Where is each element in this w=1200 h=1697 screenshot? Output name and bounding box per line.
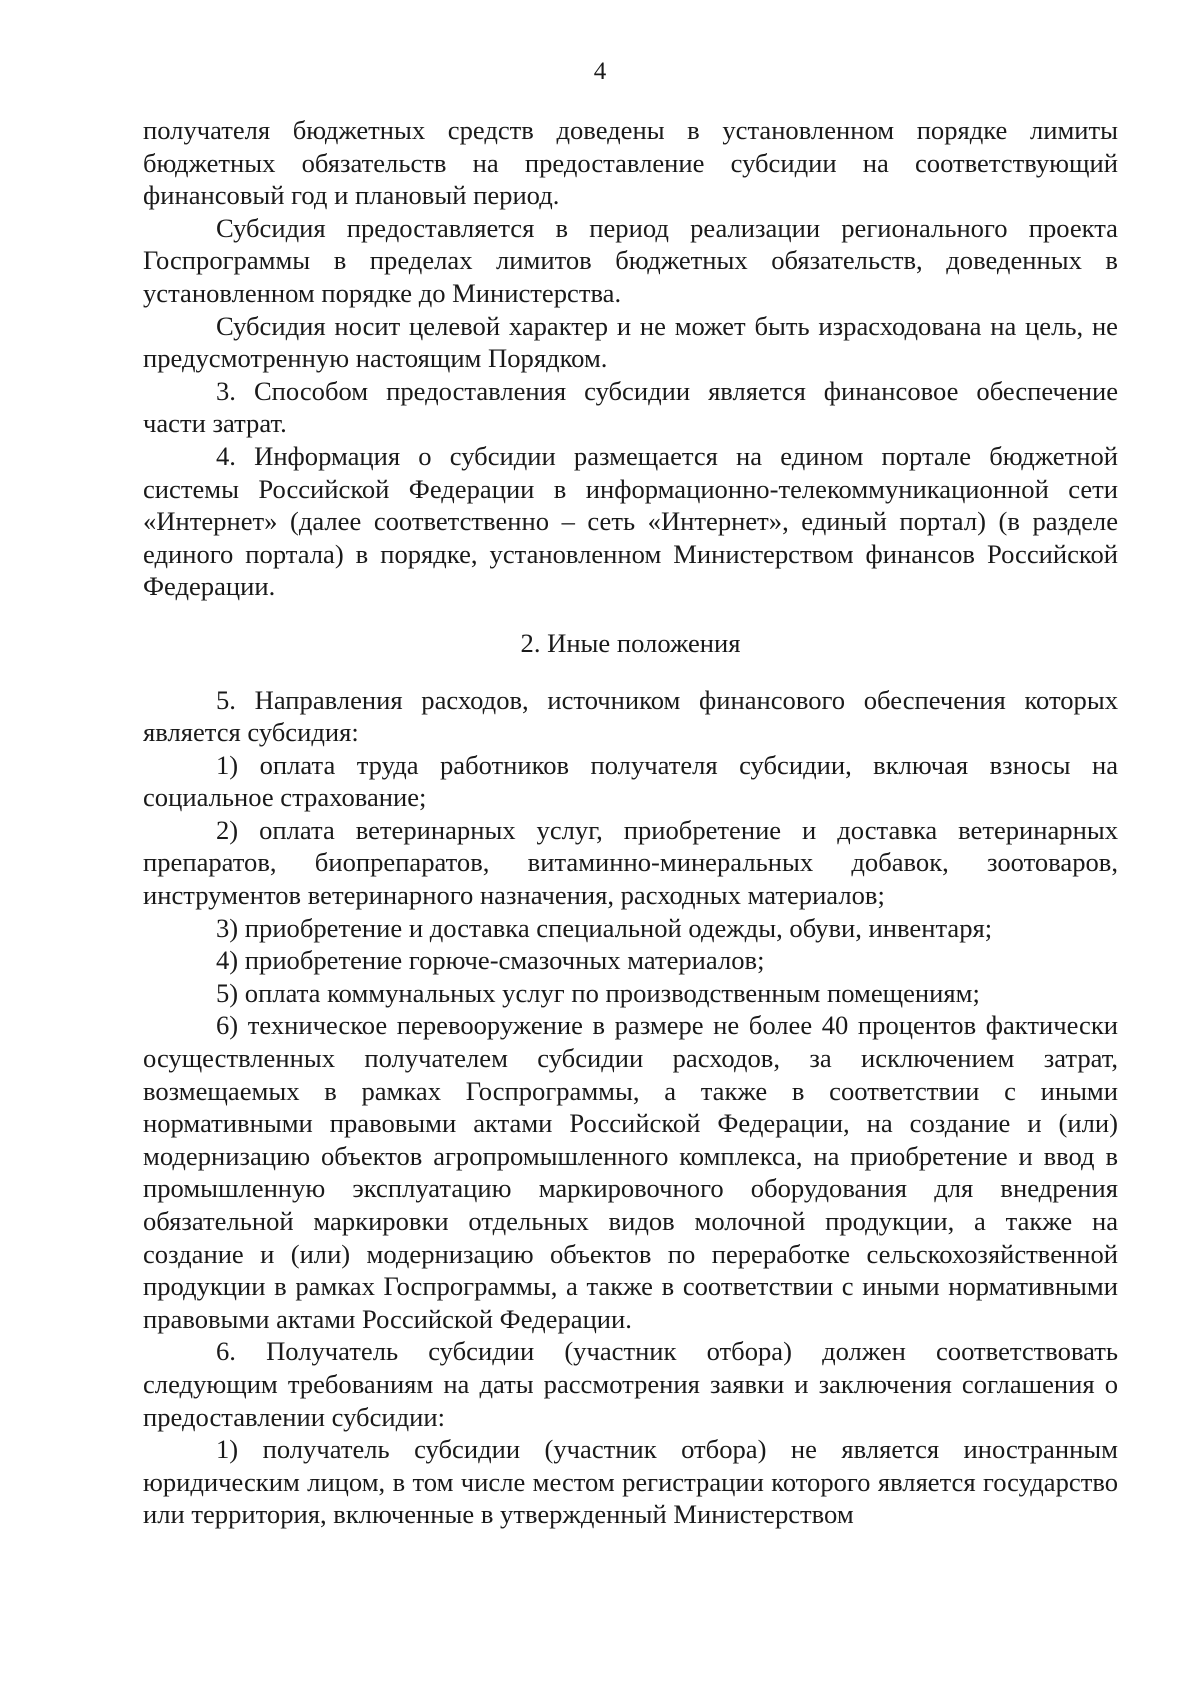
paragraph-item-3: 3. Способом предоставления субсидии является финансовое обеспечение части затрат. xyxy=(143,375,1118,439)
paragraph-limits-continuation: получателя бюджетных средств доведены в установленном порядке лимиты бюджетных обязательств на предоставление субсидии на соответствующий финансовый год и плановый период. xyxy=(143,115,1118,211)
page-number: 4 xyxy=(593,58,607,85)
paragraph-item-6: 6. Получатель субсидии (участник отбора) должен соответствовать следующим требованиям на даты рассмотрения заявки и заключения соглашения о предоставлении субсидии: xyxy=(143,1336,1118,1432)
list-item-5-5: 5) оплата коммунальных услуг по производственным помещениям; xyxy=(216,977,980,1008)
list-item-5-1: 1) оплата труда работников получателя субсидии, включая взносы на социальное страхование; xyxy=(143,749,1118,813)
list-item-5-6: 6) техническое перевооружение в размере не более 40 процентов фактически осуществленных получателем субсидии расходов, за исключением затрат, возмещаемых в рамках Госпрограммы, а также в соответствии с иными нормативными правовыми актами Российской Федерации, на создание и (или) модернизацию объектов агропромышленного комплекса, на приобретение и ввод в промышленную эксплуатацию маркировочного оборудования для внедрения обязательной маркировки отдельных видов молочной продукции, а также на создание и (или) модернизацию объектов по переработке сельскохозяйственной продукции в рамках Госпрограммы, а также в соответствии с иными нормативными правовыми актами Российской Федерации. xyxy=(143,1010,1118,1334)
paragraph-item-4: 4. Информация о субсидии размещается на едином портале бюджетной системы Российской Федерации в информационно-телекоммуникационной сети «Интернет» (далее соответственно – сеть «Интернет», единый портал) (в разделе единого портала) в порядке, установленном Министерством финансов Российской Федерации. xyxy=(143,440,1118,602)
paragraph-subsidy-purpose: Субсидия носит целевой характер и не может быть израсходована на цель, не предусмотренную настоящим Порядком. xyxy=(143,310,1118,374)
section-heading: 2. Иные положения xyxy=(520,627,741,658)
document-body xyxy=(143,114,1118,1531)
list-item-6-1: 1) получатель субсидии (участник отбора) не является иностранным юридическим лицом, в том числе местом регистрации которого является государство или территория, включенные в утвержденный Министерством xyxy=(143,1434,1118,1530)
paragraph-subsidy-period: Субсидия предоставляется в период реализации регионального проекта Госпрограммы в пределах лимитов бюджетных обязательств, доведенных в установленном порядке до Министерства. xyxy=(143,212,1118,308)
list-item-5-4: 4) приобретение горюче-смазочных материалов; xyxy=(216,945,765,976)
list-item-5-3: 3) приобретение и доставка специальной одежды, обуви, инвентаря; xyxy=(216,912,993,943)
list-item-5-2: 2) оплата ветеринарных услуг, приобретение и доставка ветеринарных препаратов, биопрепаратов, витаминно-минеральных добавок, зоотоваров, инструментов ветеринарного назначения, расходных материалов; xyxy=(143,814,1118,911)
paragraph-item-5: 5. Направления расходов, источником финансового обеспечения которых является субсидия: xyxy=(143,684,1118,748)
